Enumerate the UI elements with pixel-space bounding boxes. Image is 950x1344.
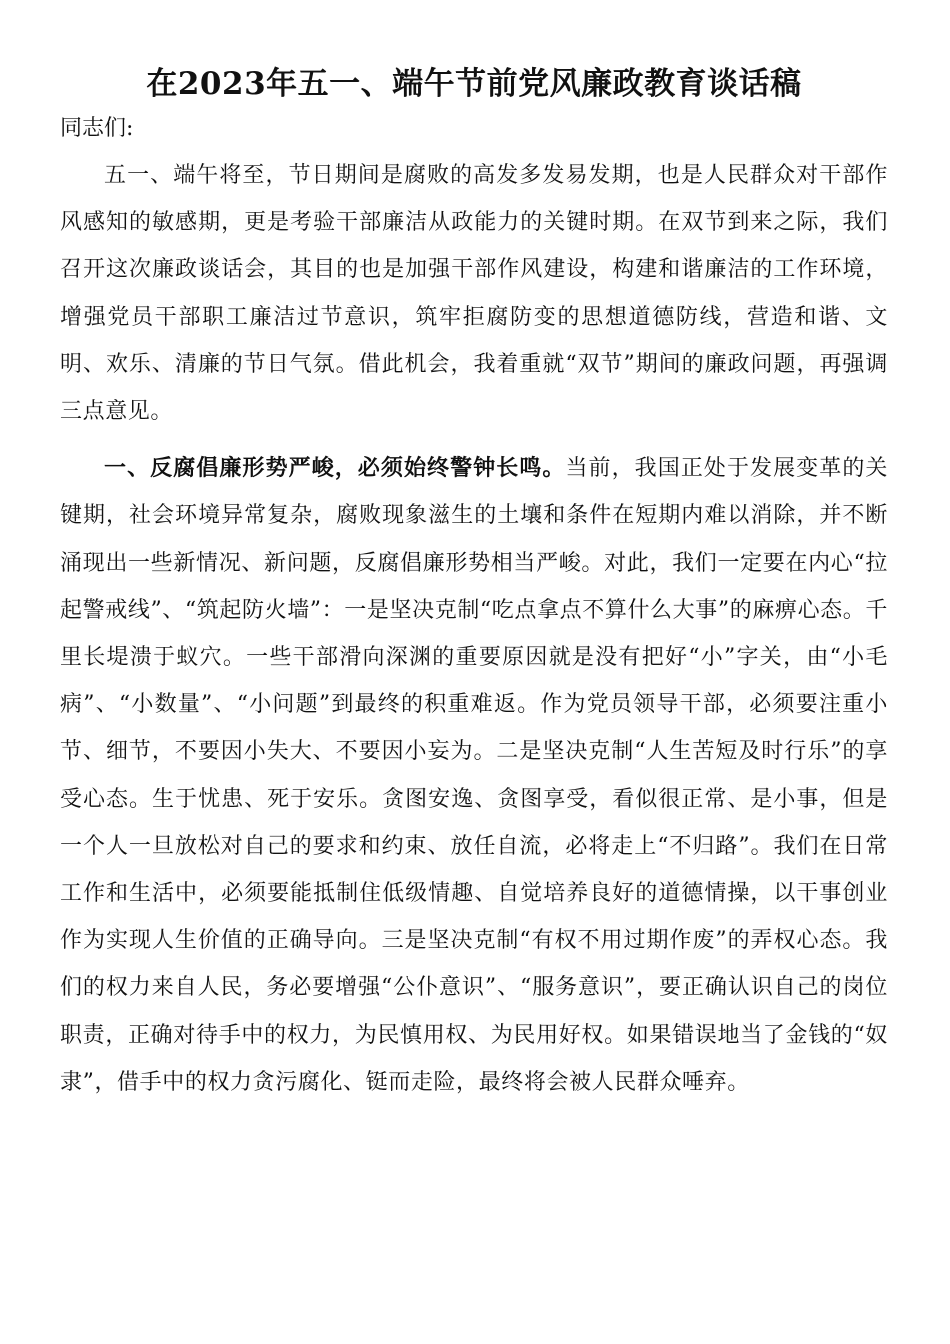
section-one-text: 当前，我国正处于发展变革的关键期，社会环境异常复杂，腐败现象滋生的土壤和条件在短期内难以消除，并不断涌现出一些新情况、新问题，反腐倡廉形势相当严峻。对此，我们一定要在内心“拉起警戒线”、“筑起防火墙”：一是坚决克制“吃点拿点不算什么大事”的麻痹心态。千里长堤溃于蚁穴。一些干部滑向深渊的重要原因就是没有把好“小”字关，由“小毛病”、“小数量”、“小问题”到最终的积重难返。作为党员领导干部，必须要注重小节、细节，不要因小失大、不要因小妄为。二是坚决克制“人生苦短及时行乐”的享受心态。生于忧患、死于安乐。贪图安逸、贪图享受，看似很正常、是小事，但是一个人一旦放松对自己的要求和约束、放任自流，必将走上“不归路”。我们在日常工作和生活中，必须要能抵制住低级情趣、自觉培养良好的道德情操，以干事创业作为实现人生价值的正确导向。三是坚决克制“有权不用过期作废”的弄权心态。我们的权力来自人民，务必要增强“公仆意识”、“服务意识”，要正确认识自己的岗位职责，正确对待手中的权力，为民慎用权、为民用好权。如果错误地当了金钱的“奴隶”，借手中的权力贪污腐化、铤而走险，最终将会被人民群众唾弃。 [60, 456, 888, 1095]
section-one-heading: 一、反腐倡廉形势严峻，必须始终警钟长鸣。 [104, 456, 566, 482]
document-page [60, 62, 888, 1106]
paragraph-section-one [60, 445, 888, 1106]
paragraph-intro [60, 152, 888, 435]
document-title: 在2023年五一、端午节前党风廉政教育谈话稿 [146, 66, 802, 102]
salutation: 同志们: [60, 116, 134, 141]
paragraph-intro-text: 五一、端午将至，节日期间是腐败的高发多发易发期，也是人民群众对干部作风感知的敏感期，更是考验干部廉洁从政能力的关键时期。在双节到来之际，我们召开这次廉政谈话会，其目的也是加强干部作风建设，构建和谐廉洁的工作环境，增强党员干部职工廉洁过节意识，筑牢拒腐防变的思想道德防线，营造和谐、文明、欢乐、清廉的节日气氛。借此机会，我着重就“双节”期间的廉政问题，再强调三点意见。 [60, 163, 888, 425]
